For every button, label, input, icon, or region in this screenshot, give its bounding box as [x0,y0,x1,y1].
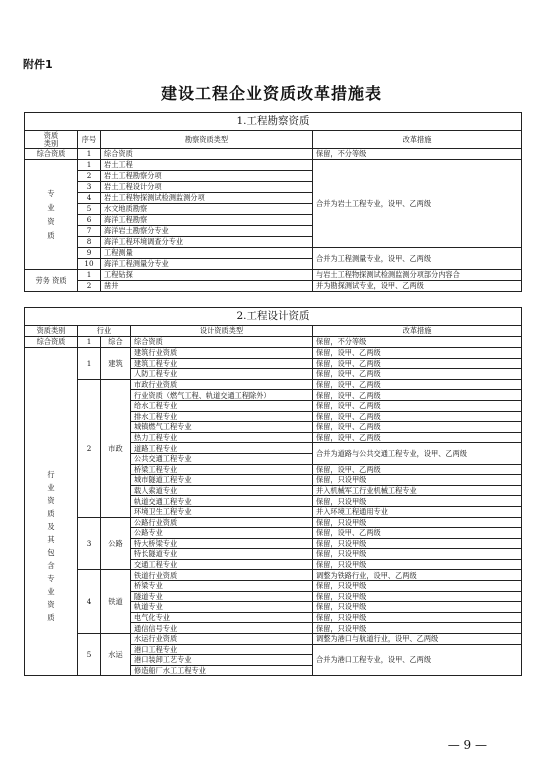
design-comprehensive-category: 综合资质 [25,337,78,348]
design-row-type: 公共交通工程专业 [131,453,313,464]
design-row-type: 港口装卸工艺专业 [131,655,313,666]
design-row-measure: 调整为港口与航道行业，设甲、乙两级 [313,634,522,645]
design-row-measure: 保留，设甲、乙两级 [313,422,522,433]
design-header-industry: 行业 [78,326,131,337]
design-header-type: 设计资质类型 [131,326,313,337]
design-row-measure: 保留，只设甲级 [313,517,522,528]
survey-row-no: 10 [78,259,101,270]
design-row-measure: 保留，只设甲级 [313,602,522,613]
attachment-label: 附件1 [23,58,53,71]
design-group-no: 4 [78,570,101,634]
design-row-measure: 保留，只设甲级 [313,581,522,592]
survey-row-no: 4 [78,193,101,204]
survey-professional-category: 专 业 资 质 [25,160,78,270]
design-row-measure: 保留，设甲、乙两级 [313,379,522,390]
design-row-measure: 保留，设甲、乙两级 [313,348,522,359]
design-row-type: 人防工程专业 [131,369,313,380]
survey-labor-row [25,270,522,281]
design-group-industry: 水运 [101,634,131,676]
design-comprehensive-no: 1 [78,337,101,348]
design-group-no: 5 [78,634,101,676]
design-row-measure: 保留，只设甲级 [313,591,522,602]
design-row-measure: 保留，只设甲级 [313,559,522,570]
design-comprehensive-industry: 综合 [101,337,131,348]
design-row-measure: 保留，设甲、乙两级 [313,358,522,369]
design-row [25,517,522,528]
survey-labor-no: 1 [78,270,101,281]
design-row-type: 水运行业资质 [131,634,313,645]
design-row-type: 给水工程专业 [131,400,313,411]
survey-header-category: 资质 类别 [25,131,78,149]
design-row [25,570,522,581]
design-row-type: 环境卫生工程专业 [131,506,313,517]
design-row-measure: 调整为铁路行业，设甲、乙两级 [313,570,522,581]
survey-comprehensive-type: 综合资质 [101,149,313,160]
survey-row-type: 岩土工程勘察分项 [101,171,313,182]
design-header-measure: 改革措施 [313,326,522,337]
survey-header-measure: 改革措施 [313,131,522,149]
survey-row [25,248,522,259]
design-row-measure: 并入机械军工行业机械工程专业 [313,485,522,496]
survey-row-type: 岩土工程物探测试检测监测分项 [101,193,313,204]
design-group-industry: 公路 [101,517,131,570]
design-row-measure: 保留，设甲、乙两级 [313,400,522,411]
design-header-category: 资质类别 [25,326,78,337]
survey-row [25,160,522,171]
survey-row-type: 岩土工程 [101,160,313,171]
page-number: — 9 — [447,738,487,752]
design-group-industry: 铁道 [101,570,131,634]
survey-row-no: 8 [78,237,101,248]
design-table [24,307,522,676]
design-row-type: 隧道专业 [131,591,313,602]
design-row-type: 城市隧道工程专业 [131,475,313,486]
survey-table [24,112,522,292]
design-group-no: 2 [78,379,101,517]
survey-row-type: 海洋工程环境调查分专业 [101,237,313,248]
design-section-title: 2.工程设计资质 [25,308,522,326]
design-row-type: 城镇燃气工程专业 [131,422,313,433]
design-row-type: 道路工程专业 [131,443,313,454]
design-row-type: 载人索道专业 [131,485,313,496]
design-comprehensive-type: 综合资质 [131,337,313,348]
survey-row-type: 水文地质勘察 [101,204,313,215]
design-row-type: 修造船厂水工工程专业 [131,665,313,676]
design-row-type: 公路行业资质 [131,517,313,528]
design-row-type: 轨道交通工程专业 [131,496,313,507]
design-row-measure: 保留，设甲、乙两级 [313,432,522,443]
survey-labor-type: 工程钻探 [101,270,313,281]
design-row-type: 电气化专业 [131,612,313,623]
design-row-measure: 并入环境工程通用专业 [313,506,522,517]
survey-row-no: 9 [78,248,101,259]
design-row-type: 行业资质（燃气工程、轨道交通工程除外） [131,390,313,401]
design-row-measure: 合并为港口工程专业，设甲、乙两级 [313,644,522,676]
survey-labor-row [25,281,522,292]
survey-row-no: 3 [78,182,101,193]
design-row-type: 交通工程专业 [131,559,313,570]
survey-row-type: 海洋岩土勘察分专业 [101,226,313,237]
design-row-measure: 保留，只设甲级 [313,475,522,486]
design-row-type: 特大桥梁专业 [131,538,313,549]
design-row-measure: 保留，只设甲级 [313,612,522,623]
survey-section-title: 1.工程勘察资质 [25,113,522,131]
survey-row-no: 7 [78,226,101,237]
survey-row-no: 6 [78,215,101,226]
design-row-type: 建筑工程专业 [131,358,313,369]
design-row-type: 通信信号专业 [131,623,313,634]
survey-row-no: 2 [78,171,101,182]
design-row-type: 桥梁专业 [131,581,313,592]
survey-row-no: 5 [78,204,101,215]
design-row-measure: 保留，只设甲级 [313,538,522,549]
design-comprehensive-measure: 保留，不分等级 [313,337,522,348]
design-row-measure: 保留，设甲、乙两级 [313,369,522,380]
survey-comprehensive-category: 综合资质 [25,149,78,160]
survey-header-type: 勘察资质类型 [101,131,313,149]
design-row [25,348,522,359]
survey-row-type: 海洋工程勘察 [101,215,313,226]
design-row-type: 轨道专业 [131,602,313,613]
design-row-measure: 保留，只设甲级 [313,623,522,634]
design-row-measure: 合并为道路与公共交通工程专业，设甲、乙两级 [313,443,522,464]
design-row-type: 桥梁工程专业 [131,464,313,475]
survey-labor-no: 2 [78,281,101,292]
design-row-type: 铁道行业资质 [131,570,313,581]
design-row-measure: 保留，只设甲级 [313,496,522,507]
design-row-measure: 保留，设甲、乙两级 [313,528,522,539]
survey-measure-surveying: 合并为工程测量专业，设甲、乙两级 [313,248,522,270]
design-group-no: 3 [78,517,101,570]
design-row-measure: 保留，只设甲级 [313,549,522,560]
survey-labor-category: 劳务 资质 [25,270,78,292]
design-group-industry: 市政 [101,379,131,517]
survey-row-type: 岩土工程设计分项 [101,182,313,193]
survey-comprehensive-measure: 保留，不分等级 [313,149,522,160]
survey-labor-measure-line2: 并为勘探测试专业，设甲、乙两级 [313,281,522,292]
design-row-type: 排水工程专业 [131,411,313,422]
survey-measure-geotech: 合并为岩土工程专业，设甲、乙两级 [313,160,522,248]
design-row-type: 特长隧道专业 [131,549,313,560]
design-row-measure: 保留，设甲、乙两级 [313,411,522,422]
page-title: 建设工程企业资质改革措施表 [160,84,382,103]
design-industry-category: 行 业 资 质 及 其 包 含 专 业 资 质 [25,348,78,676]
survey-labor-measure-line1: 与岩土工程物探测试检测监测分项部分内容合 [313,270,522,281]
design-row-type: 港口工程专业 [131,644,313,655]
design-row-type: 市政行业资质 [131,379,313,390]
design-group-no: 1 [78,348,101,380]
survey-comprehensive-no: 1 [78,149,101,160]
design-row [25,379,522,390]
design-row-type: 建筑行业资质 [131,348,313,359]
survey-row-type: 工程测量 [101,248,313,259]
design-row-measure: 保留，设甲、乙两级 [313,464,522,475]
design-row [25,634,522,645]
survey-row-type: 海洋工程测量分专业 [101,259,313,270]
survey-header-no: 序号 [78,131,101,149]
design-row-type: 热力工程专业 [131,432,313,443]
survey-labor-type: 凿井 [101,281,313,292]
design-row-type: 公路专业 [131,528,313,539]
design-group-industry: 建筑 [101,348,131,380]
survey-row-no: 1 [78,160,101,171]
design-row-measure: 保留，设甲、乙两级 [313,390,522,401]
